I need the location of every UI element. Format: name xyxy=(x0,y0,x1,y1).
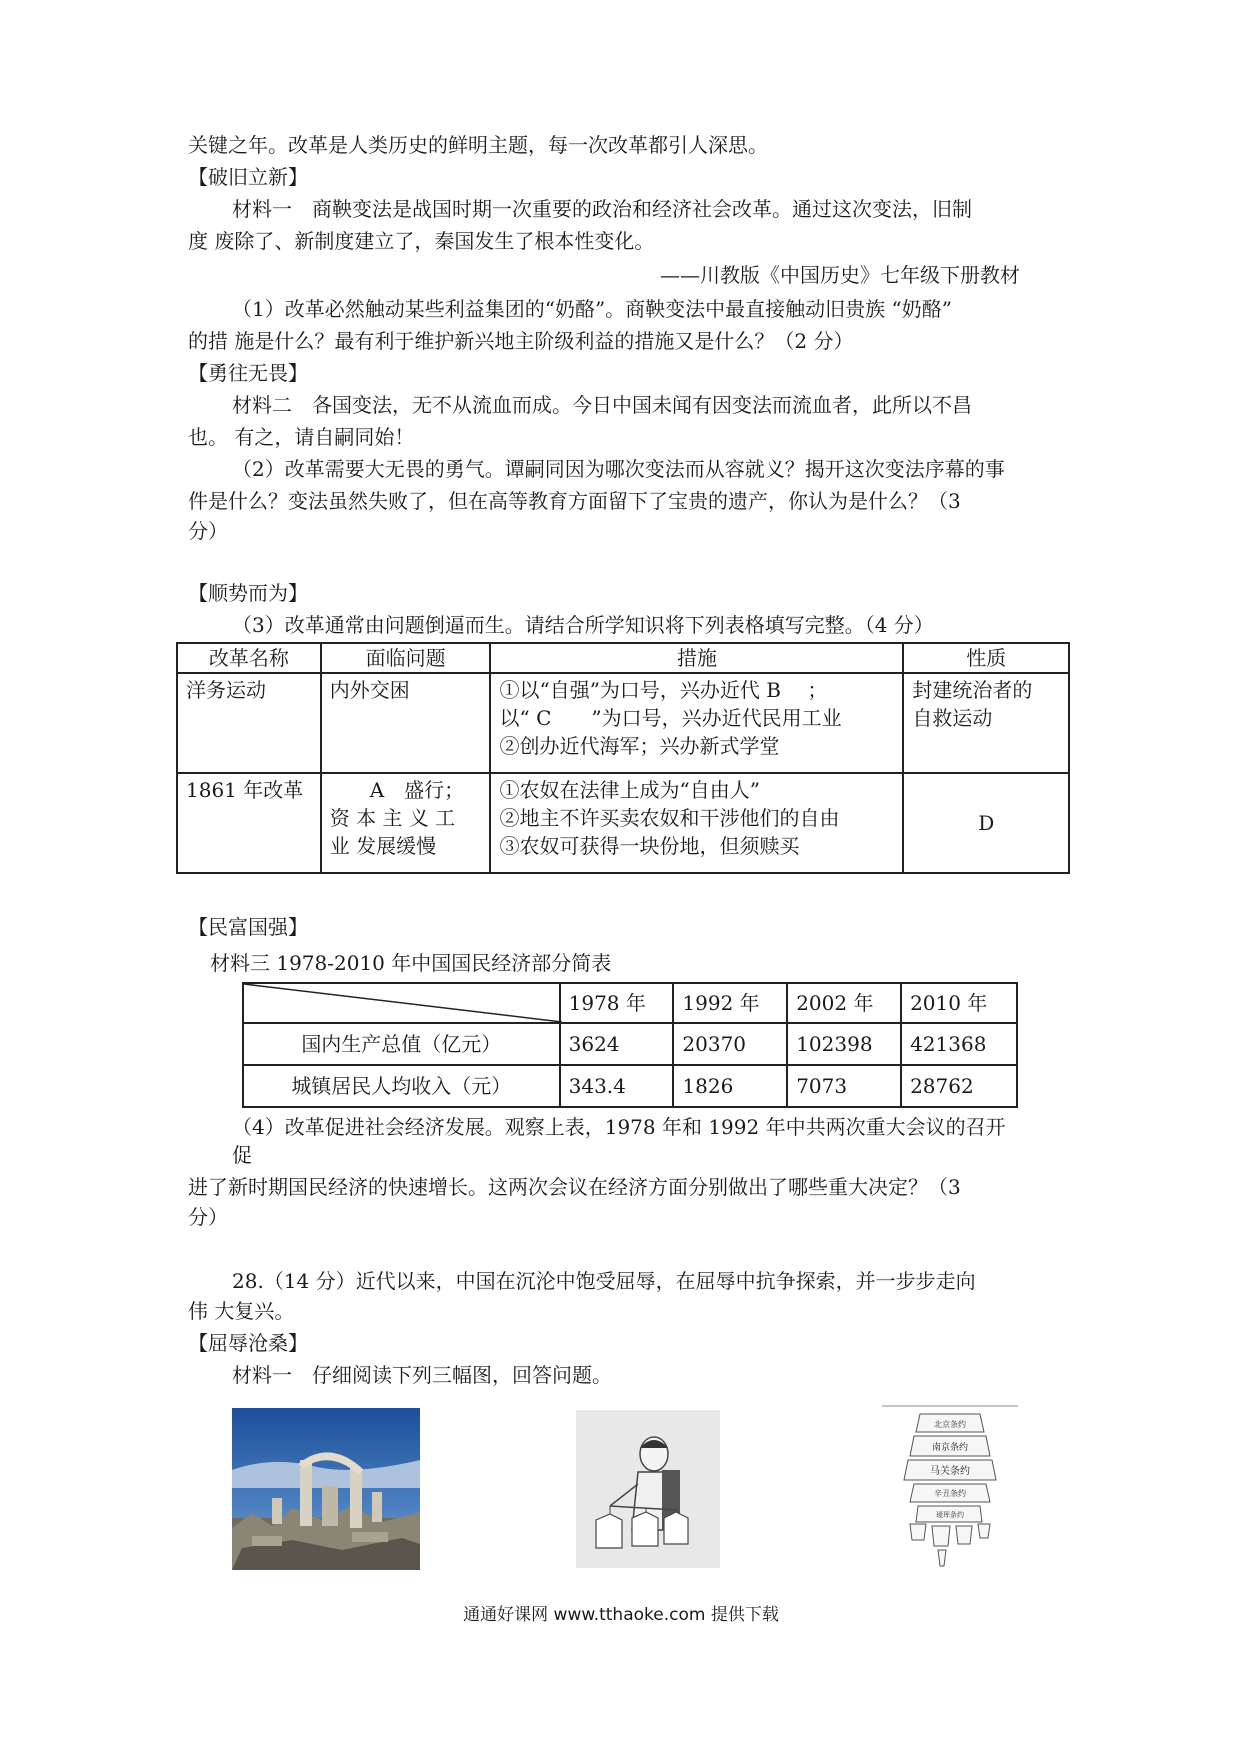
question-1-line-b: 的措 施是什么？最有利于维护新兴地主阶级利益的措施又是什么？（2 分） xyxy=(188,329,854,353)
measure-line: ①农奴在法律上成为“自由人” xyxy=(499,778,760,802)
measure-line: ①以“自强”为口号，兴办近代 B ； xyxy=(499,678,828,702)
nature-cell: D xyxy=(903,773,1069,873)
year-header: 2002 年 xyxy=(787,983,901,1023)
table-cell: 28762 xyxy=(901,1065,1017,1107)
question-3-line: （3）改革通常由问题倒逼而生。请结合所学知识将下列表格填写完整。（4 分） xyxy=(232,613,934,637)
diagonal-header-cell xyxy=(243,983,560,1023)
ruins-photo-drawing xyxy=(232,1408,420,1570)
nature-line: 封建统治者的 xyxy=(912,678,1033,702)
row-label: 国内生产总值（亿元） xyxy=(243,1023,560,1065)
section-heading-4: 【民富国强】 xyxy=(188,915,308,939)
header-problem: 面临问题 xyxy=(321,643,491,673)
section-heading-1: 【破旧立新】 xyxy=(188,165,308,189)
material-1-line-a: 材料一 商鞅变法是战国时期一次重要的政治和经济社会改革。通过这次变法，旧制 xyxy=(232,197,972,221)
table-cell: 20370 xyxy=(673,1023,787,1065)
intro-line: 关键之年。改革是人类历史的鲜明主题，每一次改革都引人深思。 xyxy=(188,133,768,157)
material-1-line-b: 度 废除了、新制度建立了，秦国发生了根本性变化。 xyxy=(188,229,655,253)
question-4-line-a: （4）改革促进社会经济发展。观察上表，1978 年和 1992 年中共两次重大会议的召开 xyxy=(232,1115,1006,1139)
table-cell: 343.4 xyxy=(560,1065,674,1107)
header-nature: 性质 xyxy=(903,643,1069,673)
question-1-line-a: （1）改革必然触动某些利益集团的“奶酪”。商鞅变法中最直接触动旧贵族 “奶酪” xyxy=(232,297,952,321)
nature-cell xyxy=(903,673,1069,773)
measure-line: ②创办近代海军；兴办新式学堂 xyxy=(499,734,780,758)
material-3-title: 材料三 1978-2010 年中国国民经济部分简表 xyxy=(210,951,612,975)
problem-cell: 内外交困 xyxy=(321,673,491,773)
section-heading-2: 【勇往无畏】 xyxy=(188,361,308,385)
question-2-line-a: （2）改革需要大无畏的勇气。谭嗣同因为哪次变法而从容就义？揭开这次变法序幕的事 xyxy=(232,457,1005,481)
reform-name-cell: 洋务运动 xyxy=(177,673,321,773)
material-2-line-b: 也。 有之，请自嗣同始！ xyxy=(188,425,415,449)
table-cell: 102398 xyxy=(787,1023,901,1065)
question-4-line-d: 分） xyxy=(188,1205,228,1229)
table-cell: 1826 xyxy=(673,1065,787,1107)
reform-table xyxy=(176,642,1070,874)
table-cell: 7073 xyxy=(787,1065,901,1107)
material-2-line-a: 材料二 各国变法，无不从流血而成。今日中国未闻有因变法而流血者，此所以不昌 xyxy=(232,393,972,417)
question-2-line-c: 分） xyxy=(188,519,228,543)
treaty-label: 南京条约 xyxy=(931,1443,969,1453)
material-1-source: ——川教版《中国历史》七年级下册教材 xyxy=(660,263,1020,287)
measure-line: 以“ C ”为口号，兴办近代民用工业 xyxy=(499,706,842,730)
material-4-line: 材料一 仔细阅读下列三幅图，回答问题。 xyxy=(232,1363,612,1387)
question-4-line-b: 促 xyxy=(232,1143,252,1167)
header-reform-name: 改革名称 xyxy=(177,643,321,673)
table-row xyxy=(177,773,1069,873)
treaty-label: 辛丑条约 xyxy=(934,1489,966,1498)
cartoon-image xyxy=(576,1410,720,1568)
table-cell: 421368 xyxy=(901,1023,1017,1065)
measures-cell xyxy=(490,673,903,773)
table-cell: 3624 xyxy=(560,1023,674,1065)
footer-watermark: 通通好课网 www.tthaoke.com 提供下载 xyxy=(463,1605,779,1625)
problem-line: 资 本 主 义 工 xyxy=(329,806,456,830)
table-row xyxy=(243,1065,1017,1107)
treaty-label: 瑷珲条约 xyxy=(936,1511,964,1519)
measures-cell xyxy=(490,773,903,873)
problem-cell xyxy=(321,773,491,873)
measure-line: ②地主不许买卖农奴和干涉他们的自由 xyxy=(499,806,840,830)
table-row xyxy=(243,1023,1017,1065)
treaty-tower-image xyxy=(880,1404,1020,1570)
treaty-label: 北京条约 xyxy=(934,1420,966,1429)
section-heading-3: 【顺势而为】 xyxy=(188,581,308,605)
question-2-line-b: 件是什么？变法虽然失败了，但在高等教育方面留下了宝贵的遗产，你认为是什么？（3 xyxy=(188,489,961,513)
cartoon-drawing xyxy=(576,1410,720,1568)
year-header: 1978 年 xyxy=(560,983,674,1023)
header-measures: 措施 xyxy=(490,643,903,673)
reform-name-cell: 1861 年改革 xyxy=(177,773,321,873)
table-row xyxy=(177,673,1069,773)
row-label: 城镇居民人均收入（元） xyxy=(243,1065,560,1107)
question-28-line-a: 28.（14 分）近代以来，中国在沉沦中饱受屈辱，在屈辱中抗争探索，并一步步走向 xyxy=(232,1269,976,1293)
section-heading-5: 【屈辱沧桑】 xyxy=(188,1331,308,1355)
ruins-photo xyxy=(232,1408,420,1570)
treaty-tower-drawing xyxy=(880,1404,1020,1570)
nature-line: 自救运动 xyxy=(912,706,993,730)
diagonal-line xyxy=(244,984,562,1024)
problem-line: 业 发展缓慢 xyxy=(329,834,437,858)
treaty-label: 马关条约 xyxy=(930,1466,970,1477)
question-28-line-b: 伟 大复兴。 xyxy=(188,1299,295,1323)
question-4-line-c: 进了新时期国民经济的快速增长。这两次会议在经济方面分别做出了哪些重大决定？（3 xyxy=(188,1175,961,1199)
year-header: 1992 年 xyxy=(673,983,787,1023)
problem-line: A 盛行； xyxy=(369,778,465,802)
measure-line: ③农奴可获得一块份地，但须赎买 xyxy=(499,834,800,858)
year-header: 2010 年 xyxy=(901,983,1017,1023)
economy-table xyxy=(242,982,1018,1108)
